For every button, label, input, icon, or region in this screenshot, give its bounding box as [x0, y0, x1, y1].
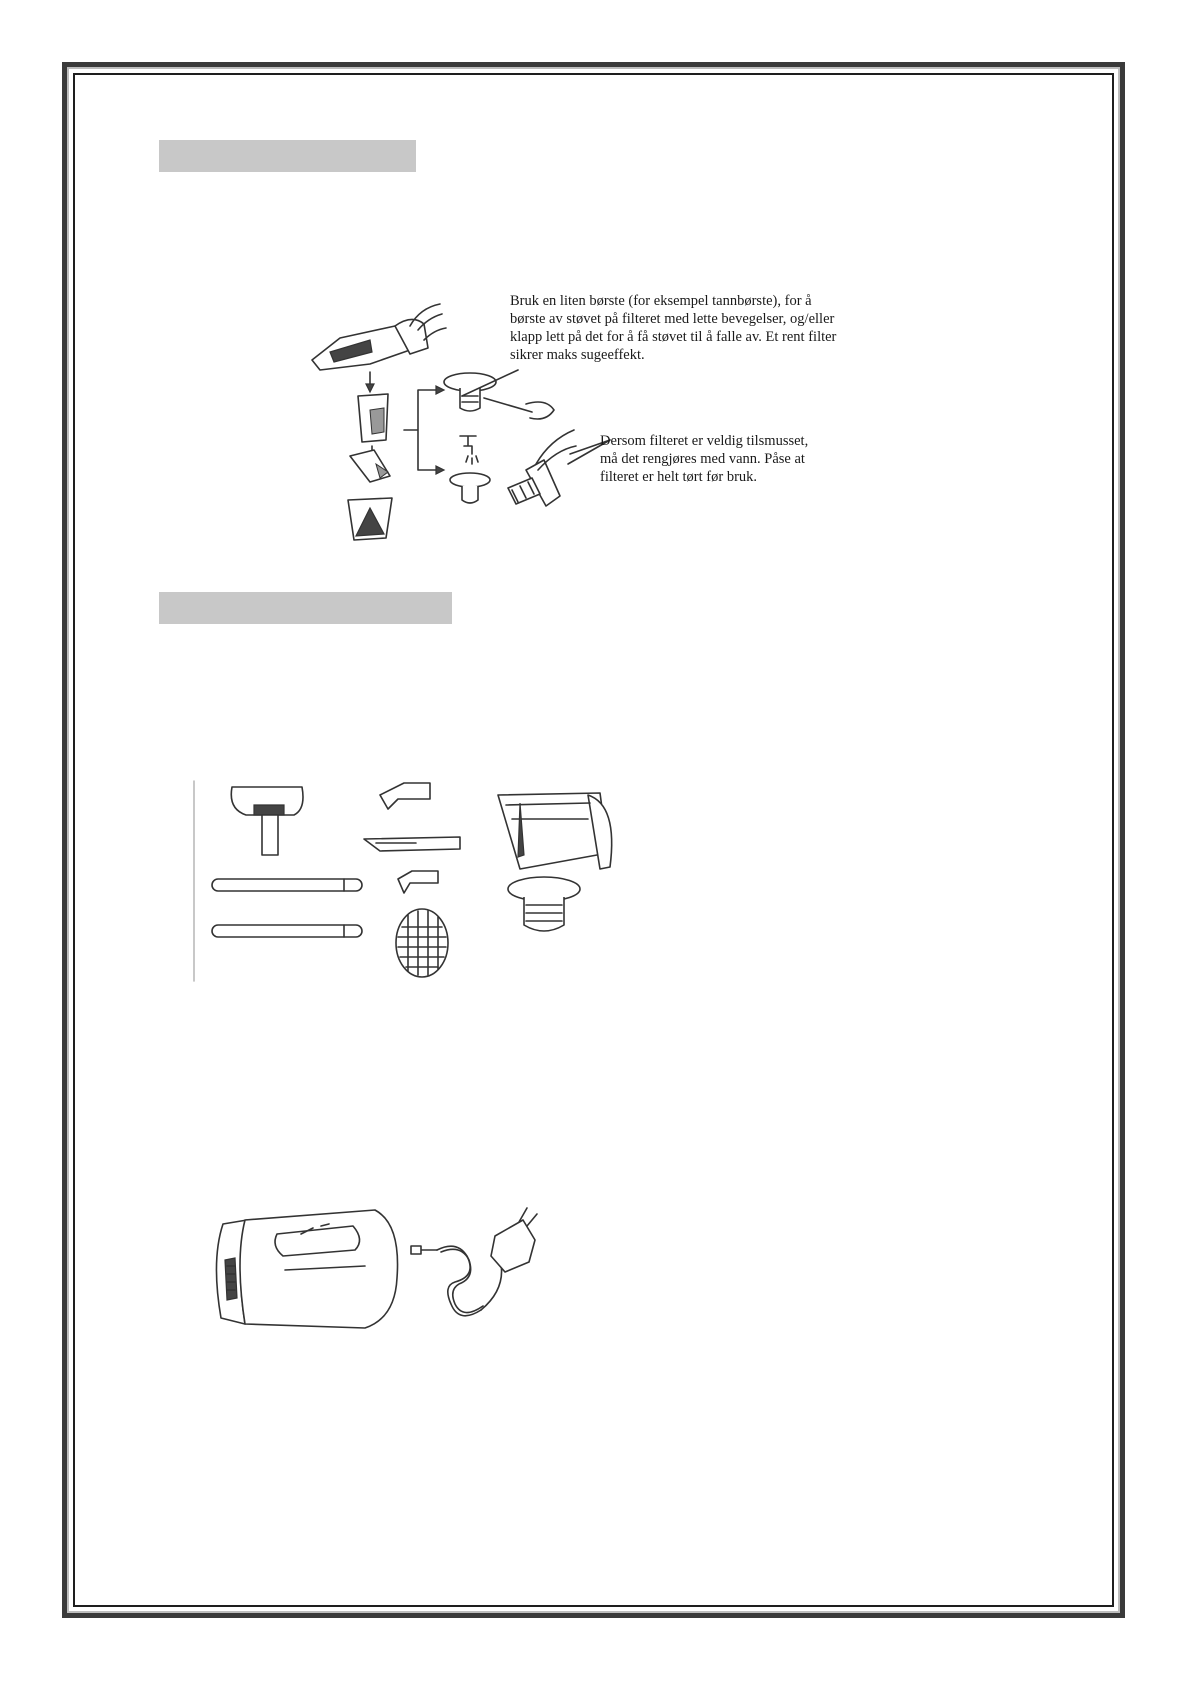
bin-emptying-figure	[348, 450, 392, 540]
battery-charger-illustration	[205, 1200, 585, 1345]
extension-tube-figure	[212, 925, 362, 937]
brush-cleaning-note	[510, 292, 836, 364]
crevice-nozzle-figure	[364, 783, 460, 851]
brush-note-line: sikrer maks sugeeffekt.	[510, 347, 645, 363]
mesh-filter-figure	[396, 909, 448, 977]
wash-cleaning-note	[600, 432, 808, 486]
wash-note-line: Dersom filteret er veldig tilsmusset,	[600, 433, 809, 449]
dust-container-figure	[498, 793, 612, 869]
wash-note-line: filteret er helt tørt før bruk.	[600, 469, 758, 485]
vacuum-emptying-figure	[312, 304, 446, 370]
brush-note-line: Bruk en liten børste (for eksempel tannbørste), for å	[510, 293, 812, 309]
filter-figure	[508, 877, 580, 931]
battery-unit-figure	[216, 1210, 397, 1328]
floor-brush-figure	[231, 787, 303, 855]
brush-note-line: børste av støvet på filteret med lette bevegelser, og/eller	[510, 311, 835, 327]
section-heading-bar-cleaning	[159, 140, 416, 172]
accessories-illustration	[190, 775, 630, 985]
charger-adapter-figure	[411, 1208, 537, 1316]
wash-note-line: må det rengjøres med vann. Påse at	[600, 451, 805, 467]
section-heading-bar-accessories	[159, 592, 452, 624]
brush-note-line: klapp lett på det for å få støvet til å falle av. Et rent filter	[510, 329, 837, 345]
dust-container-figure	[358, 394, 388, 442]
small-nozzle-figure	[398, 871, 438, 893]
extension-tube-figure	[212, 879, 362, 891]
